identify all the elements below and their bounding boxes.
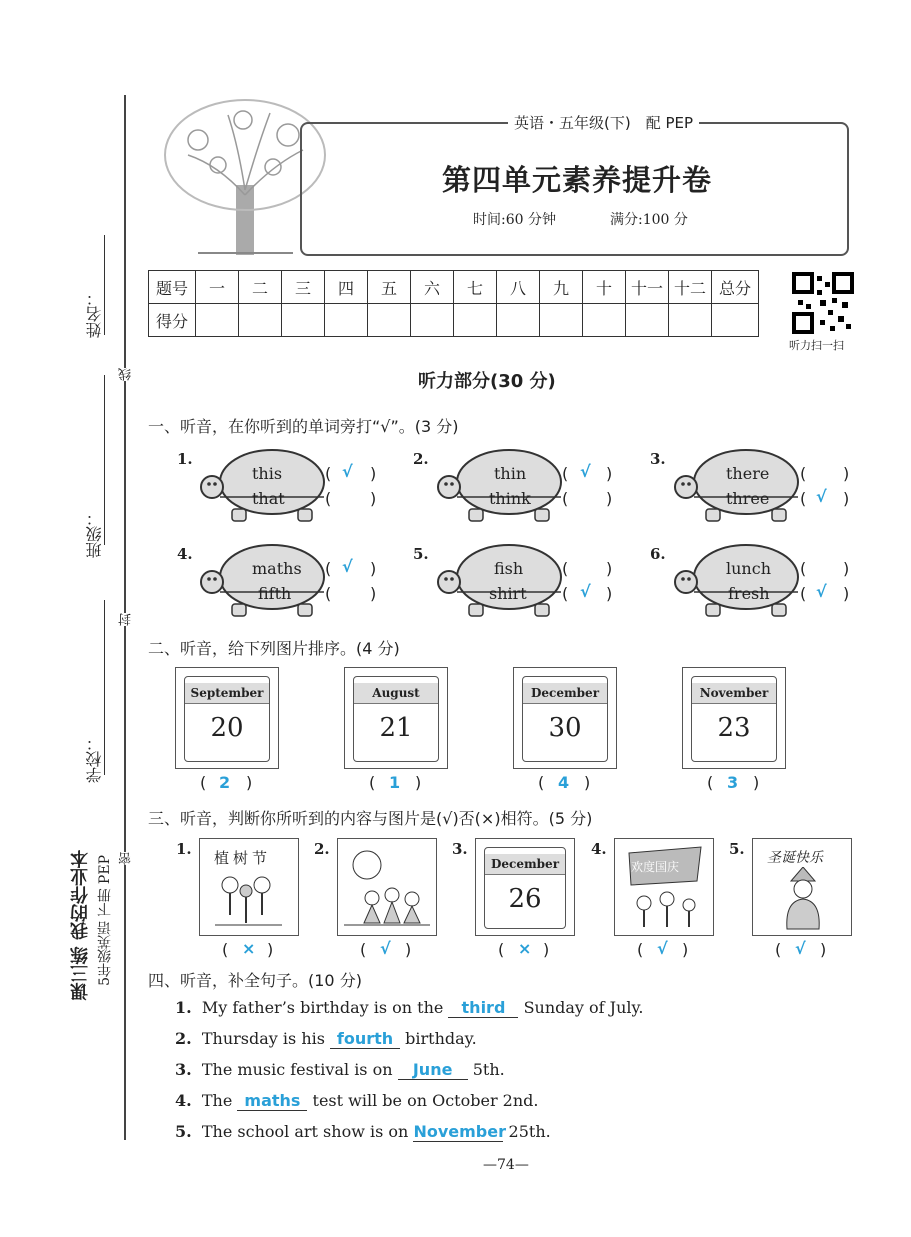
score-cell[interactable] [669,304,712,337]
turtle-icon [672,447,802,525]
mark-secret: 密 [119,852,134,865]
s1-item-number: 4. [177,545,193,563]
score-cell[interactable] [196,304,239,337]
s1-word: think [489,489,531,508]
score-head-9: 九 [540,271,583,304]
calendar-day: 30 [548,713,582,743]
score-cell[interactable] [454,304,497,337]
s3-answer: √ [657,939,668,958]
page-title: 第四单元素养提升卷 [442,163,713,197]
s4-number: 1. [175,998,192,1017]
score-cell[interactable] [325,304,368,337]
s4-sentence [175,1122,551,1142]
national-day-picture [614,838,714,936]
calendar-day: 23 [717,713,751,743]
s1-word: lunch [726,559,771,578]
s2-answer: 3 [727,773,739,792]
time-limit: 时间:60 分钟 [473,212,556,228]
s3-item-number: 5. [729,840,745,858]
score-head-8: 八 [497,271,540,304]
s4-answer: fourth [336,1029,394,1048]
s1-word: shirt [489,584,527,603]
score-cell[interactable] [282,304,325,337]
score-cell[interactable] [368,304,411,337]
school-blank [104,600,105,775]
book-info: 5年级英语 下册 PEP [97,855,113,986]
calendar-month: December [523,683,607,704]
score-head-10: 十 [583,271,626,304]
s2-answer: 2 [219,773,231,792]
score-cell[interactable] [497,304,540,337]
section3-title: 三、听音，判断你所听到的内容与图片是(√)否(×)相符。(5 分) [148,809,593,828]
s1-answer: √ [580,462,591,481]
score-head-5: 五 [368,271,411,304]
s3-item-number: 4. [591,840,607,858]
mark-line: 线 [119,368,134,381]
subject-label: 英语・五年级(下) 配 PEP [508,112,699,133]
s3-item-number: 2. [314,840,330,858]
s1-word: that [252,489,285,508]
score-table [148,270,759,337]
score-head-12: 十二 [669,271,712,304]
score-head-2: 二 [239,271,282,304]
calendar-card [513,667,617,769]
s1-word: thin [494,464,527,483]
score-head-13: 总分 [712,271,759,304]
turtle-icon [198,542,328,620]
s4-answer-blank[interactable] [398,1060,468,1080]
s1-answer: √ [342,462,353,481]
calendar-card [682,667,786,769]
class-blank [104,375,105,545]
santa-claus-icon [773,867,833,931]
score-head-1: 一 [196,271,239,304]
s4-text-before: My father’s birthday is on the [201,998,444,1017]
s2-answer: 4 [558,773,570,792]
s1-item-number: 3. [650,450,666,468]
s3-item-number: 3. [452,840,468,858]
s4-text-after: 5th. [472,1060,505,1079]
s4-text-before: The [201,1091,233,1110]
picture-caption: 圣诞快乐 [767,850,823,866]
picture-caption: 欢度国庆 [631,860,680,874]
turtle-icon [672,542,802,620]
s1-answer: √ [816,487,827,506]
score-cell[interactable] [712,304,759,337]
s4-text-before: Thursday is his [201,1029,325,1048]
s1-word: fifth [258,584,292,603]
calendar-month: November [692,683,776,704]
score-cell[interactable] [239,304,282,337]
section2-title: 二、听音，给下列图片排序。(4 分) [148,639,400,658]
s4-answer-blank[interactable] [237,1091,307,1111]
section1-title: 一、听音，在你听到的单词旁打“√”。(3 分) [148,417,459,436]
score-cell[interactable] [411,304,454,337]
s4-answer-blank[interactable] [448,998,518,1018]
s3-answer: × [242,939,256,958]
class-label: 班级： [85,510,104,558]
s4-answer: June [412,1060,453,1079]
s4-answer-blank[interactable] [413,1122,506,1142]
score-head-3: 三 [282,271,325,304]
school-label: 学校： [85,735,104,783]
calendar-day: 26 [508,884,542,914]
s1-item-number: 5. [413,545,429,563]
s1-word: three [726,489,770,508]
score-cell[interactable] [540,304,583,337]
full-score: 满分:100 分 [610,212,688,228]
s4-text-after: test will be on October 2nd. [312,1091,539,1110]
calendar-month: December [485,854,565,875]
s4-number: 5. [175,1122,192,1141]
s3-item-number: 1. [176,840,192,858]
qr-code-icon[interactable] [792,272,854,334]
score-row-label: 得分 [149,304,196,337]
people-walking-icon [342,843,432,931]
s1-word: there [726,464,770,483]
score-head-6: 六 [411,271,454,304]
s4-text-before: The school art show is on [201,1122,409,1141]
score-head-11: 十一 [626,271,669,304]
calendar-month: September [185,683,269,704]
book-series: 课三练 我的作业本 [70,850,91,1001]
s4-text-after: Sunday of July. [523,998,644,1017]
s1-item-number: 1. [177,450,193,468]
calendar-card [344,667,448,769]
s4-number: 2. [175,1029,192,1048]
calendar-month: August [354,683,438,704]
s4-text-before: The music festival is on [201,1060,393,1079]
calendar-card [475,838,575,936]
calendar-card [175,667,279,769]
calendar-day: 20 [210,713,244,743]
listening-title: 听力部分(30 分) [418,371,556,392]
turtle-icon [435,447,565,525]
mark-seal: 封 [119,613,134,626]
s4-sentence [175,1029,477,1049]
s4-answer-blank[interactable] [330,1029,400,1049]
score-head-0: 题号 [149,271,196,304]
s3-answer: √ [795,939,806,958]
s1-answer: √ [816,582,827,601]
s1-answer: √ [342,557,353,576]
s1-word: maths [252,559,302,578]
score-head-4: 四 [325,271,368,304]
flag-celebration-icon [619,843,709,931]
score-cell[interactable] [626,304,669,337]
turtle-icon [435,542,565,620]
turtle-icon [198,447,328,525]
s4-answer: November [413,1122,506,1141]
children-planting-icon [210,873,288,931]
s1-item-number: 6. [650,545,666,563]
s1-word: this [252,464,283,483]
picture-caption: 植树节 [214,849,272,867]
calendar-day: 21 [379,713,413,743]
s1-answer: √ [580,582,591,601]
s4-sentence [175,1091,539,1111]
qr-caption: 听力扫一扫 [789,339,844,352]
s1-item-number: 2. [413,450,429,468]
name-label: 姓名： [85,290,104,338]
s2-answer: 1 [389,773,401,792]
s4-sentence [175,1060,505,1080]
score-cell[interactable] [583,304,626,337]
name-blank [104,235,105,335]
s4-sentence [175,998,644,1018]
christmas-picture [752,838,852,936]
s4-text-after: 25th. [508,1122,551,1141]
s4-text-after: birthday. [405,1029,477,1048]
s3-answer: √ [380,939,391,958]
arbor-day-picture [199,838,299,936]
s4-answer: third [461,998,506,1017]
page-number: —74— [483,1157,529,1173]
s4-number: 3. [175,1060,192,1079]
section4-title: 四、听音，补全句子。(10 分) [148,971,362,990]
s1-word: fish [494,559,524,578]
s4-number: 4. [175,1091,192,1110]
s3-answer: × [518,939,532,958]
group-picture [337,838,437,936]
s4-answer: maths [244,1091,301,1110]
s1-word: fresh [728,584,770,603]
score-head-7: 七 [454,271,497,304]
